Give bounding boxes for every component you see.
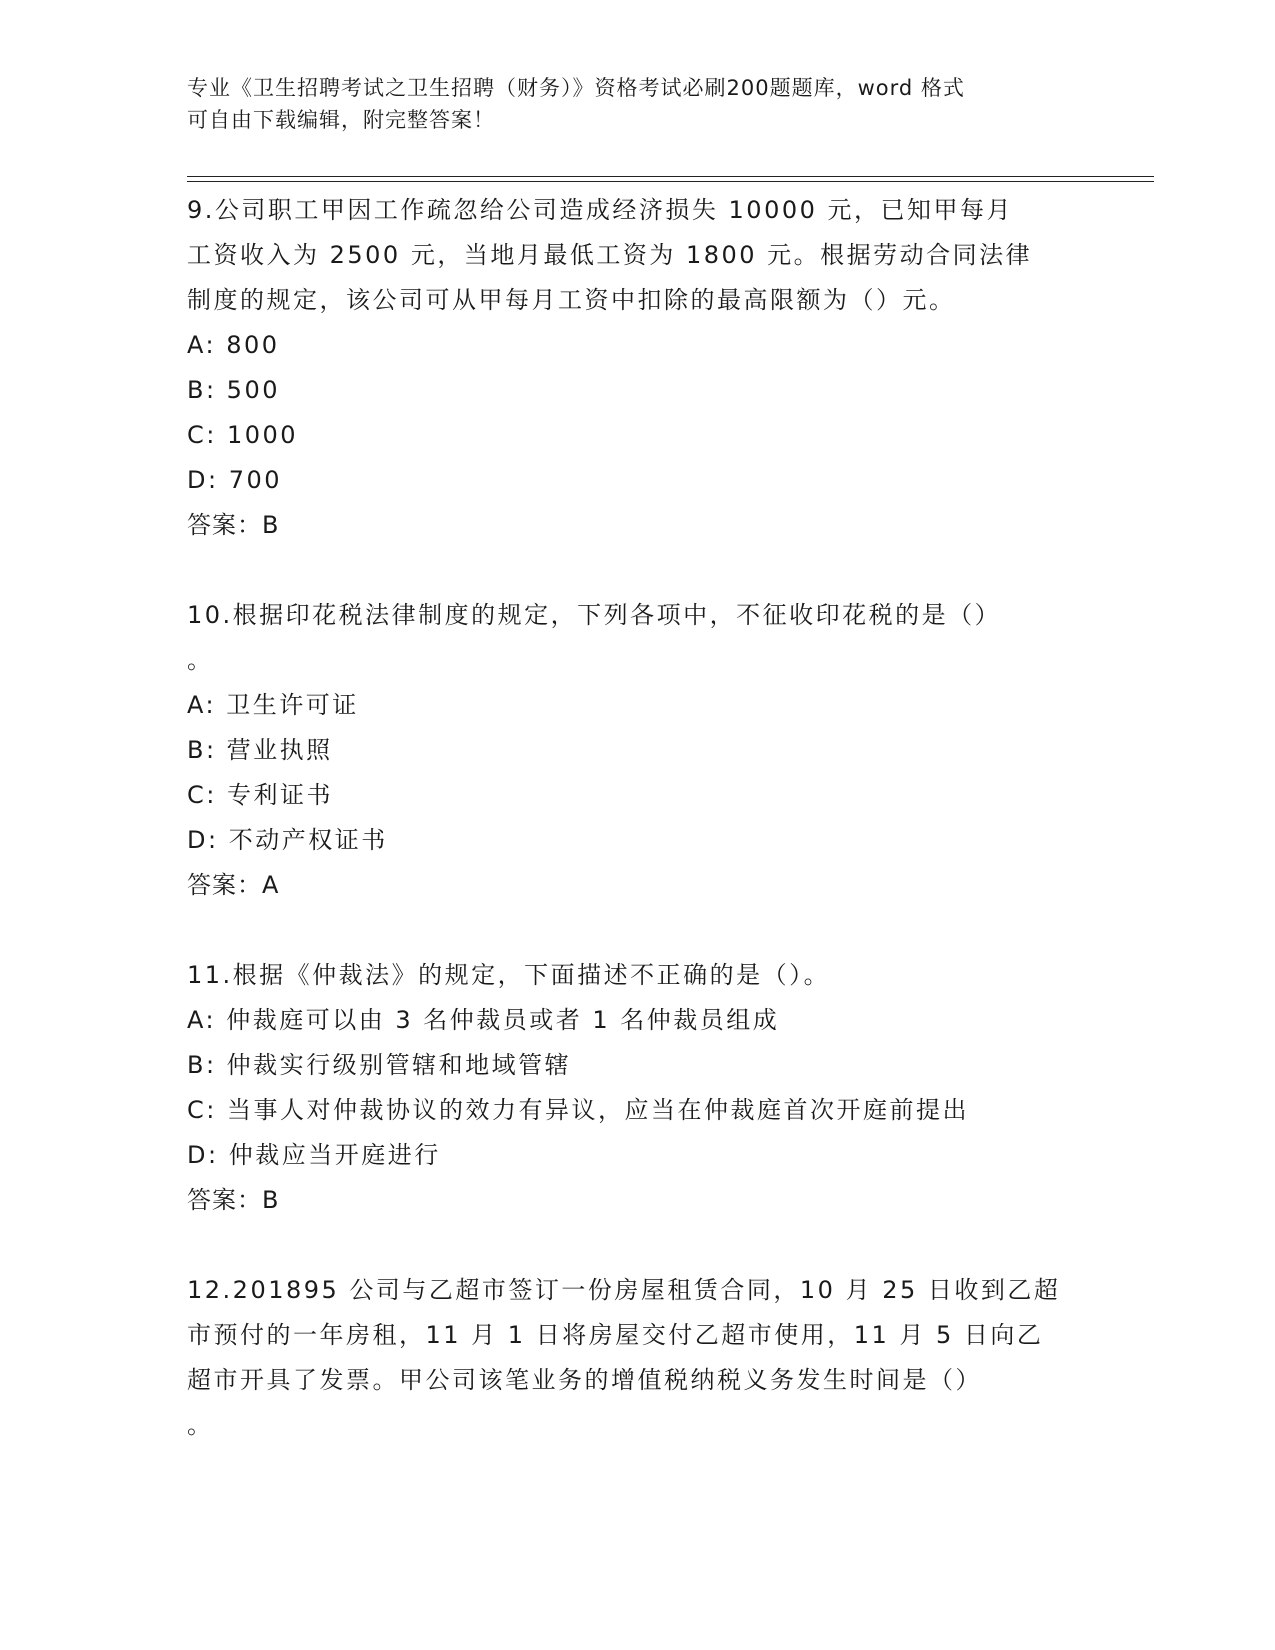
question-list [187,188,1087,1448]
question-11 [187,953,1087,1223]
option-c: C: 当事人对仲裁协议的效力有异议，应当在仲裁庭首次开庭前提出 [187,1096,969,1124]
question-stem-line: 市预付的一年房租，11 月 1 日将房屋交付乙超市使用，11 月 5 日向乙 [187,1321,1044,1349]
option-b: B: 营业执照 [187,736,333,764]
option-d: D: 仲裁应当开庭进行 [187,1141,441,1169]
question-stem-line: 制度的规定，该公司可从甲每月工资中扣除的最高限额为（）元。 [187,286,956,314]
question-stem-line: 。 [187,646,214,674]
question-12 [187,1268,1087,1448]
option-c: C: 专利证书 [187,781,333,809]
question-stem-line: 12.201895 公司与乙超市签订一份房屋租赁合同，10 月 25 日收到乙超 [187,1276,1061,1304]
question-stem-line: 工资收入为 2500 元，当地月最低工资为 1800 元。根据劳动合同法律 [187,241,1033,269]
option-a: A: 仲裁庭可以由 3 名仲裁员或者 1 名仲裁员组成 [187,1006,780,1034]
option-b: B: 500 [187,376,280,404]
question-stem-line: 9.公司职工甲因工作疏忽给公司造成经济损失 10000 元，已知甲每月 [187,196,1014,224]
question-stem-line: 。 [187,1411,214,1439]
header-line-1: 专业《卫生招聘考试之卫生招聘（财务）》资格考试必刷200题题库，word 格式 [187,76,965,100]
document-header [187,72,1067,136]
question-stem-line: 超市开具了发票。甲公司该笔业务的增值税纳税义务发生时间是（） [187,1366,982,1394]
option-d: D: 700 [187,466,283,494]
header-divider-bottom [187,181,1154,182]
answer: 答案：A [187,871,280,899]
question-10 [187,593,1087,908]
header-divider-top [187,176,1154,177]
option-b: B: 仲裁实行级别管辖和地域管辖 [187,1051,572,1079]
question-stem-line: 10.根据印花税法律制度的规定，下列各项中，不征收印花税的是（） [187,601,1002,629]
answer: 答案：B [187,511,280,539]
question-stem-line: 11.根据《仲裁法》的规定，下面描述不正确的是（）。 [187,961,831,989]
answer: 答案：B [187,1186,280,1214]
header-line-2: 可自由下载编辑，附完整答案！ [187,108,495,132]
spacer [187,908,1087,953]
option-a: A: 800 [187,331,280,359]
option-a: A: 卫生许可证 [187,691,359,719]
question-9 [187,188,1087,548]
option-c: C: 1000 [187,421,299,449]
option-d: D: 不动产权证书 [187,826,388,854]
spacer [187,548,1087,593]
spacer [187,1223,1087,1268]
